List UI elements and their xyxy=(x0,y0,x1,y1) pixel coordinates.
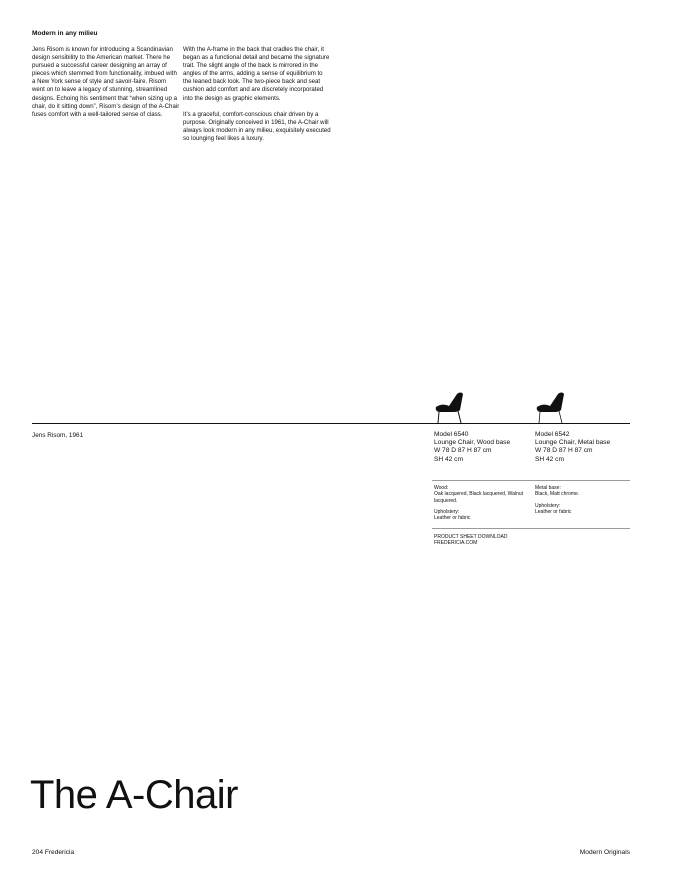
upholstery-values: Leather or fabric xyxy=(434,515,471,522)
model-seat-height: SH 42 cm xyxy=(434,455,463,463)
material-values: Black, Matt chrome. xyxy=(535,491,580,498)
intro-paragraph: With the A-frame in the back that cradles the chair, it began as a functional detail and became the signature trait. The slight angle of the back is mirrored in the angles of the arms, adding a sense of equilibrium to the leaned back look. The two-piece back and seat cushion add comfort and are discretely incorporated into the design as graphic elements. xyxy=(183,46,330,102)
model-info xyxy=(535,431,630,464)
model-type: Lounge Chair, Wood base xyxy=(434,439,511,447)
product-sheet-download xyxy=(434,534,507,547)
material-values: Oak lacquered, Black lacquered, Walnut lacquered. xyxy=(434,491,524,504)
model-name: Model 6542 xyxy=(535,431,570,438)
main-divider xyxy=(32,423,630,424)
material-label: Metal base: xyxy=(535,485,561,491)
page-number: 204 Fredericia xyxy=(32,849,75,856)
model-dimensions: W 78 D 87 H 87 cm xyxy=(535,447,593,455)
model-spec xyxy=(434,485,526,521)
model-type: Lounge Chair, Metal base xyxy=(535,439,611,447)
intro-paragraph: Jens Risom is known for introducing a Scandinavian design sensibility to the American market. There he pursued a successful career designing an array of pieces which stemmed from functionality, imbued with a New York sense of style and savoir-faire. Risom went on to leave a legacy of stunning, streamlined designs. Echoing his sentiment that “when sizing up a chair, do it sitting down”, Risom’s design of the A-Chair fuses comfort with a well-tailored sense of class. xyxy=(32,46,180,118)
intro-column-left xyxy=(32,46,180,119)
upholstery-label: Upholstery: xyxy=(434,508,460,515)
upholstery-values: Leather or fabric xyxy=(535,508,572,515)
website-link[interactable]: FREDERICIA.COM xyxy=(434,540,478,547)
material-label: Wood: xyxy=(434,485,449,491)
lounge-chair-icon xyxy=(533,390,569,424)
model-name: Model 6540 xyxy=(434,431,469,438)
section-name: Modern Originals xyxy=(579,849,630,856)
download-divider xyxy=(432,528,630,529)
model-info xyxy=(434,431,529,464)
model-dimensions: W 78 D 87 H 87 cm xyxy=(434,447,492,455)
upholstery-label: Upholstery: xyxy=(535,502,561,509)
model-seat-height: SH 42 cm xyxy=(535,455,564,463)
section-heading: Modern in any milieu xyxy=(32,30,98,37)
intro-paragraph: It’s a graceful, comfort-conscious chair driven by a purpose. Originally conceived in 1961, the A-Chair will always look modern in any milieu, exquisitely executed so lounging feel likes a luxury. xyxy=(183,110,331,142)
download-label: PRODUCT SHEET DOWNLOAD xyxy=(434,534,508,540)
designer-caption: Jens Risom, 1961 xyxy=(32,432,84,439)
model-spec xyxy=(535,485,627,515)
intro-column-right xyxy=(183,46,331,143)
page-title: The A-Chair xyxy=(30,773,238,817)
spec-divider xyxy=(432,480,630,481)
lounge-chair-icon xyxy=(432,390,468,424)
